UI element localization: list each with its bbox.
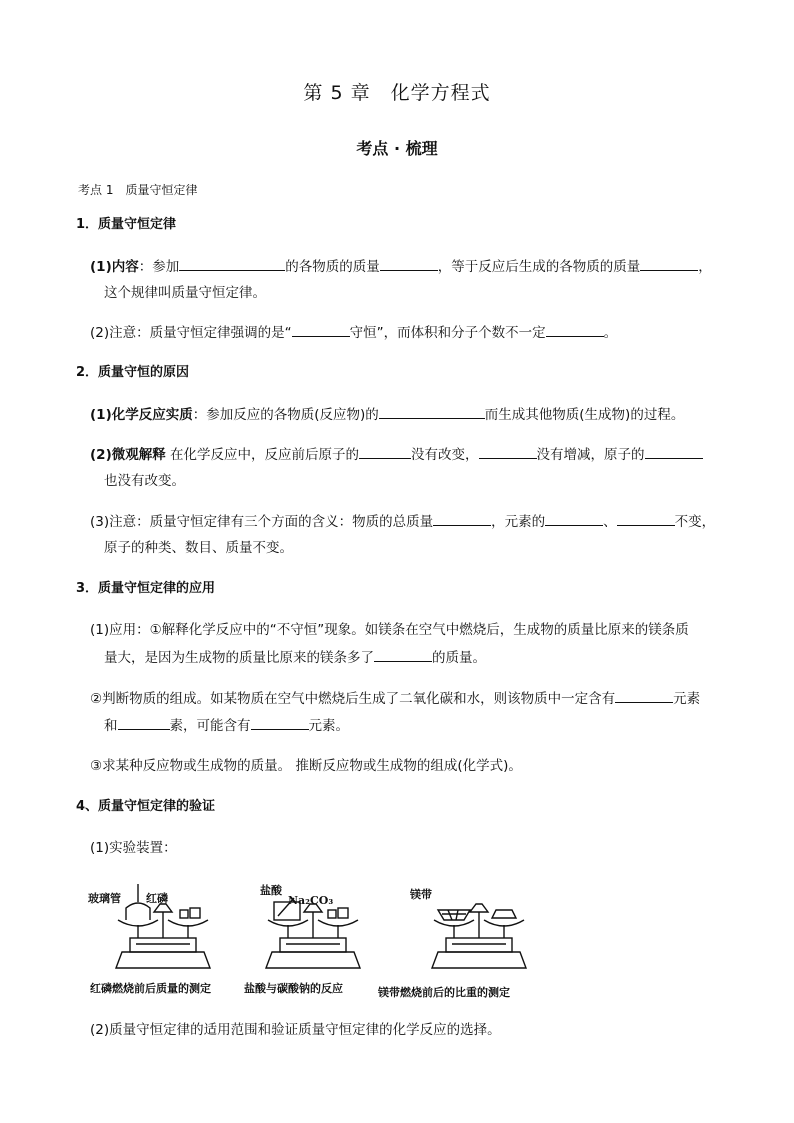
experiment-figures [88, 880, 558, 1000]
blank [118, 715, 170, 730]
text: 元素 [673, 691, 701, 707]
text: ，元素的 [491, 514, 546, 530]
s1-p1 [90, 256, 712, 277]
fig1-caption: 红磷燃烧前后质量的测定 [90, 982, 211, 995]
text: 在化学反应中，反应前后原子的 [165, 447, 360, 463]
s2-title: 2．质量守恒的原因 [76, 365, 190, 380]
text: 素，可能含有 [169, 718, 251, 734]
blank [251, 715, 309, 730]
fig3-caption: 镁带燃烧前后的比重的测定 [378, 986, 510, 999]
s3-p2-cont [104, 715, 349, 736]
text: 元素。 [308, 718, 349, 734]
section-subtitle: 考点 · 梳理 [356, 139, 438, 158]
blank [380, 256, 438, 271]
s2-p1 [90, 404, 684, 425]
text: ，等于反应后生成的各物质的质量 [437, 259, 641, 275]
blank [617, 511, 675, 526]
blank [179, 256, 285, 271]
blank [645, 444, 703, 459]
s1-p1-label: (1)内容 [90, 259, 139, 275]
blank [359, 444, 411, 459]
blank [615, 688, 673, 703]
fig2-label-na2co3: Na₂CO₃ [288, 894, 334, 907]
text: 守恒”，而体积和分子个数不一定 [349, 325, 546, 341]
blank [374, 647, 432, 662]
text: 、 [603, 514, 617, 530]
fig3-label-mg-ribbon: 镁带 [410, 888, 432, 901]
blank [640, 256, 698, 271]
s2-p2-label: (2)微观解释 [90, 447, 166, 463]
fig2-label-hcl: 盐酸 [260, 884, 282, 897]
text: 。 [603, 325, 618, 341]
s2-p2-cont: 也没有改变。 [104, 473, 185, 489]
s3-p2 [90, 688, 700, 709]
s3-p3: ③求某种反应物或生成物的质量。 推断反应物或生成物的组成(化学式)。 [90, 758, 522, 774]
text: ， [698, 259, 712, 275]
blank [545, 511, 603, 526]
text: 没有增减，原子的 [536, 447, 645, 463]
blank [479, 444, 537, 459]
s2-p1-label: (1)化学反应实质 [90, 407, 193, 423]
text: ：参加反应的各物质(反应物)的 [192, 407, 379, 423]
text: ：参加 [138, 259, 180, 275]
text: 不变， [674, 514, 716, 530]
text: 量大，是因为生成物的质量比原来的镁条多了 [104, 650, 374, 666]
fig1-label-glass-tube: 玻璃管 [88, 892, 121, 905]
blank [546, 322, 604, 337]
text: 没有改变， [411, 447, 479, 463]
s4-title: 4、质量守恒定律的验证 [76, 799, 216, 814]
kp1-heading: 考点 1 质量守恒定律 [78, 183, 198, 197]
s4-p1: (1)实验装置： [90, 840, 177, 856]
s1-title: 1．质量守恒定律 [76, 217, 177, 232]
balance-3 [432, 904, 526, 968]
s3-p1-cont [104, 647, 486, 668]
s2-p3-cont: 原子的种类、数目、质量不变。 [104, 540, 293, 556]
text: ②判断物质的组成。如某物质在空气中燃烧后生成了二氧化碳和水，则该物质中一定含有 [90, 691, 616, 707]
text: 和 [104, 718, 118, 734]
fig2-caption: 盐酸与碳酸钠的反应 [244, 982, 343, 995]
s1-p2 [90, 322, 617, 343]
s4-p2: (2)质量守恒定律的适用范围和验证质量守恒定律的化学反应的选择。 [90, 1022, 501, 1038]
text: (2)注意：质量守恒定律强调的是“ [90, 325, 292, 341]
s3-p1: (1)应用：①解释化学反应中的“不守恒”现象。如镁条在空气中燃烧后，生成物的质量比原来的镁条质 [90, 622, 689, 638]
text: (3)注意：质量守恒定律有三个方面的含义：物质的总质量 [90, 514, 434, 530]
balance-2 [266, 898, 360, 968]
s1-p1-cont: 这个规律叫质量守恒定律。 [104, 285, 266, 301]
blank [433, 511, 491, 526]
text: 的各物质的质量 [285, 259, 380, 275]
s2-p2 [90, 444, 703, 465]
text: 而生成其他物质(生成物)的过程。 [484, 407, 685, 423]
blank [292, 322, 350, 337]
chapter-title: 第 5 章 化学方程式 [303, 82, 491, 104]
s2-p3 [90, 511, 715, 532]
fig1-label-red-phosphorus: 红磷 [146, 892, 168, 905]
text: 的质量。 [432, 650, 486, 666]
s3-title: 3．质量守恒定律的应用 [76, 581, 216, 596]
blank [379, 404, 485, 419]
